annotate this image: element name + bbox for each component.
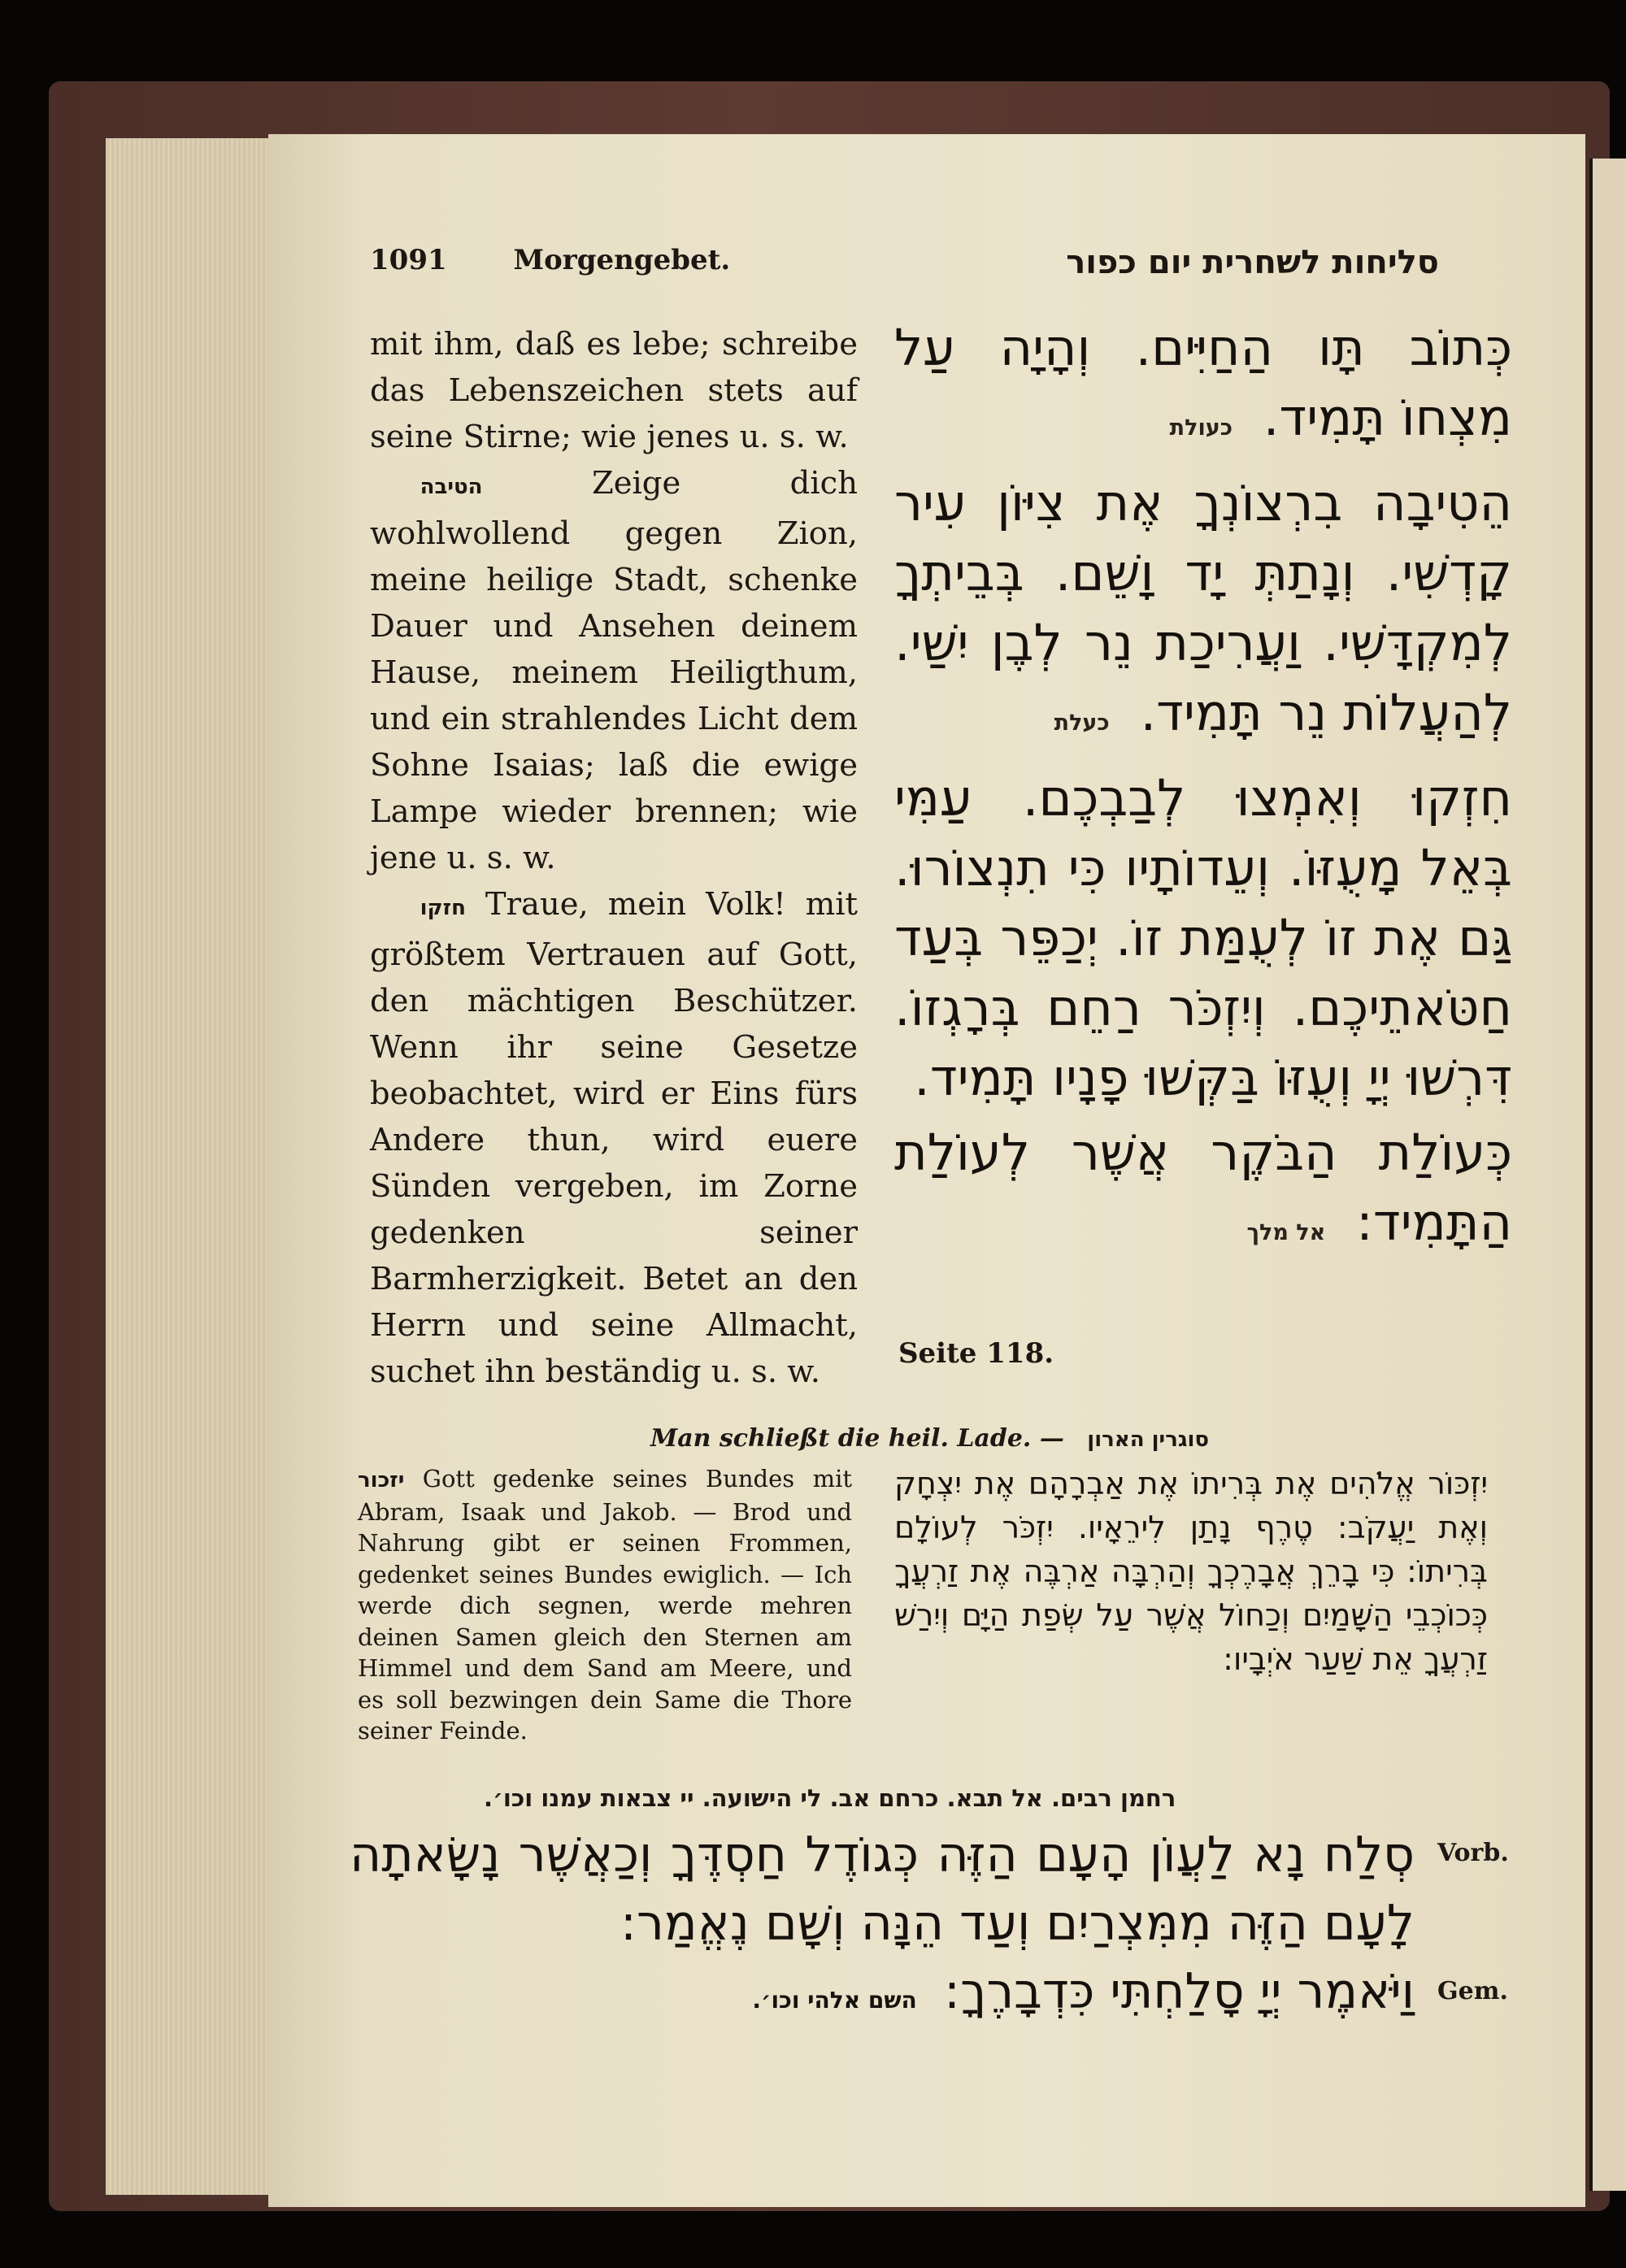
- hebrew-cue-word: יזכור: [358, 1468, 405, 1492]
- hebrew-rubric: כעולת: [1169, 415, 1233, 441]
- small-german-translation: יזכור Gott gedenke seines Bundes mit Abram, Isaak und Jakob. — Brod und Nahrung gibt er seinen Frommen, gedenket seines Bundes ewiglich. — Ich werde dich segnen, werde mehren deinen Samen gleich den Sternen am Himmel und dem Sand am Meere, und es soll bezwingen dein Same die Thore seiner Feinde.: [358, 1465, 852, 1744]
- german-paragraph: חזקו Traue, mein Volk! mit größtem Vertrauen auf Gott, den mächtigen Beschützer. Wenn ihr seine Gesetze beobachtet, wird er Eins fürs Andere thun, wird euere Sünden vergeben, im Zorne gedenken seiner Barmherzigkeit. Betet an den Herrn und seine Allmacht, suchet ihn beständig u. s. w.: [370, 886, 858, 1390]
- hebrew-cue-word: הטיבה: [420, 475, 483, 499]
- rubric-instruction: [650, 1424, 1463, 1453]
- closing-hebrew-verse: סְלַח נָא לַעֲוֹן הָעָם הַזֶּה כְּגוֹדֶל חַסְדֶּךָ וְכַאֲשֶׁר נָשָׂאתָה לָעָם הַזֶּה מִמִּצְרַיִם וְעַד הֵנָּה וְשָׁם נֶאֱמַר: וַיֹּאמֶר יְיָ סָלַחְתִּי כִּדְבָרֶךָ: השם אלהי וכו׳.: [350, 1827, 1415, 2020]
- facing-page-edge: [1589, 159, 1626, 2191]
- running-head-left: [370, 244, 730, 276]
- hebrew-paragraph: כְּתוֹב תָּו הַחַיִּים. וְהָיָה עַל מִצְחוֹ תָּמִיד. כעולת: [894, 318, 1512, 447]
- german-paragraph: הטיבה Zeige dich wohlwollend gegen Zion, meine heilige Stadt, schenke Dauer und Ansehen deinem Hause, meinem Heiligthum, und ein strahlendes Licht dem Sohne Isaias; laß die ewige Lampe wieder brennen; wie jene u. s. w.: [370, 465, 858, 876]
- german-paragraph: mit ihm, daß es lebe; schreibe das Lebenszeichen stets auf seine Stirne; wie jenes u. s. w.: [370, 326, 858, 455]
- instruction-hebrew: סוגרין הארון: [1087, 1427, 1210, 1452]
- hebrew-rubric: כעלת: [1054, 710, 1110, 736]
- page-reference: Seite 118.: [898, 1337, 1054, 1370]
- german-translation-column: [370, 321, 858, 1395]
- instruction-german: Man schließt die heil. Lade. —: [650, 1424, 1064, 1453]
- abbreviated-prayers-line: רחמן רבים. אל תבא. כרחם אב. לי הישועה. יי צבאות עמנו וכו׳.: [484, 1784, 1176, 1812]
- closing-note: השם אלהי וכו׳.: [752, 1987, 917, 2014]
- running-head: [370, 244, 1439, 293]
- hebrew-rubric: אל מלך: [1246, 1220, 1326, 1245]
- hebrew-cue-word: חזקו: [420, 896, 466, 920]
- page-edges: [106, 138, 280, 2195]
- german-title: Morgengebet.: [513, 244, 731, 276]
- small-hebrew-text: יִזְכּוֹר אֱלֹהִים אֶת בְּרִיתוֹ אֶת אַבְרָהָם אֶת יִצְחָק וְאֶת יַעֲקֹב: טֶרֶף נָתַן לִירֵאָיו. יִזְכֹּר לְעוֹלָם בְּרִיתוֹ: כִּי בָרֵךְ אֲבָרֶכְךָ וְהַרְבָּה אַרְבֶּה אֶת זַרְעֲךָ כְּכוֹכְבֵי הַשָּׁמַיִם וְכַחוֹל אֲשֶׁר עַל שְׂפַת הַיָּם וְיִרַשׁ זַרְעֲךָ אֵת שַׁעַר אֹיְבָיו:: [894, 1466, 1488, 1677]
- hebrew-text-column: [894, 313, 1512, 1273]
- hebrew-paragraph: חִזְקוּ וְאִמְצוּ לְבַבְכֶם. עַמִּי בְּאֵל מָעֻזּוֹ. וְעֵדוֹתָיו כִּי תִנְצוֹרוּ. גַּם אֶת זוֹ לְעֻמַּת זוֹ. יְכַפֵּר בְּעַד חַטֹּאתֵיכֶם. וְיִזְכֹּר רַחֵם בְּרָגְזוֹ. דִּרְשׁוּ יְיָ וְעֻזּוֹ בַּקְּשׁוּ פָנָיו תָּמִיד.: [894, 768, 1512, 1107]
- congregation-label: Gem.: [1437, 1977, 1508, 2005]
- hebrew-paragraph: כְּעוֹלַת הַבֹּקֶר אֲשֶׁר לְעוֹלַת הַתָּמִיד: אל מלך: [894, 1123, 1512, 1252]
- hebrew-paragraph: הֵטִיבָה בִרְצוֹנְךָ אֶת צִיּוֹן עִיר קָדְשִׁי. וְנָתַתְּ יָד וָשֵׁם. בְּבֵיתְךָ לְמִקְדָּשִׁי. וַעֲרִיכַת נֵר לְבֶן יִשַׁי. לְהַעֲלוֹת נֵר תָּמִיד. כעלת: [894, 473, 1512, 742]
- hebrew-title: סליחות לשחרית יום כפור: [1066, 244, 1439, 281]
- cantor-label: Vorb.: [1437, 1839, 1509, 1867]
- page-number: 1091: [370, 244, 447, 276]
